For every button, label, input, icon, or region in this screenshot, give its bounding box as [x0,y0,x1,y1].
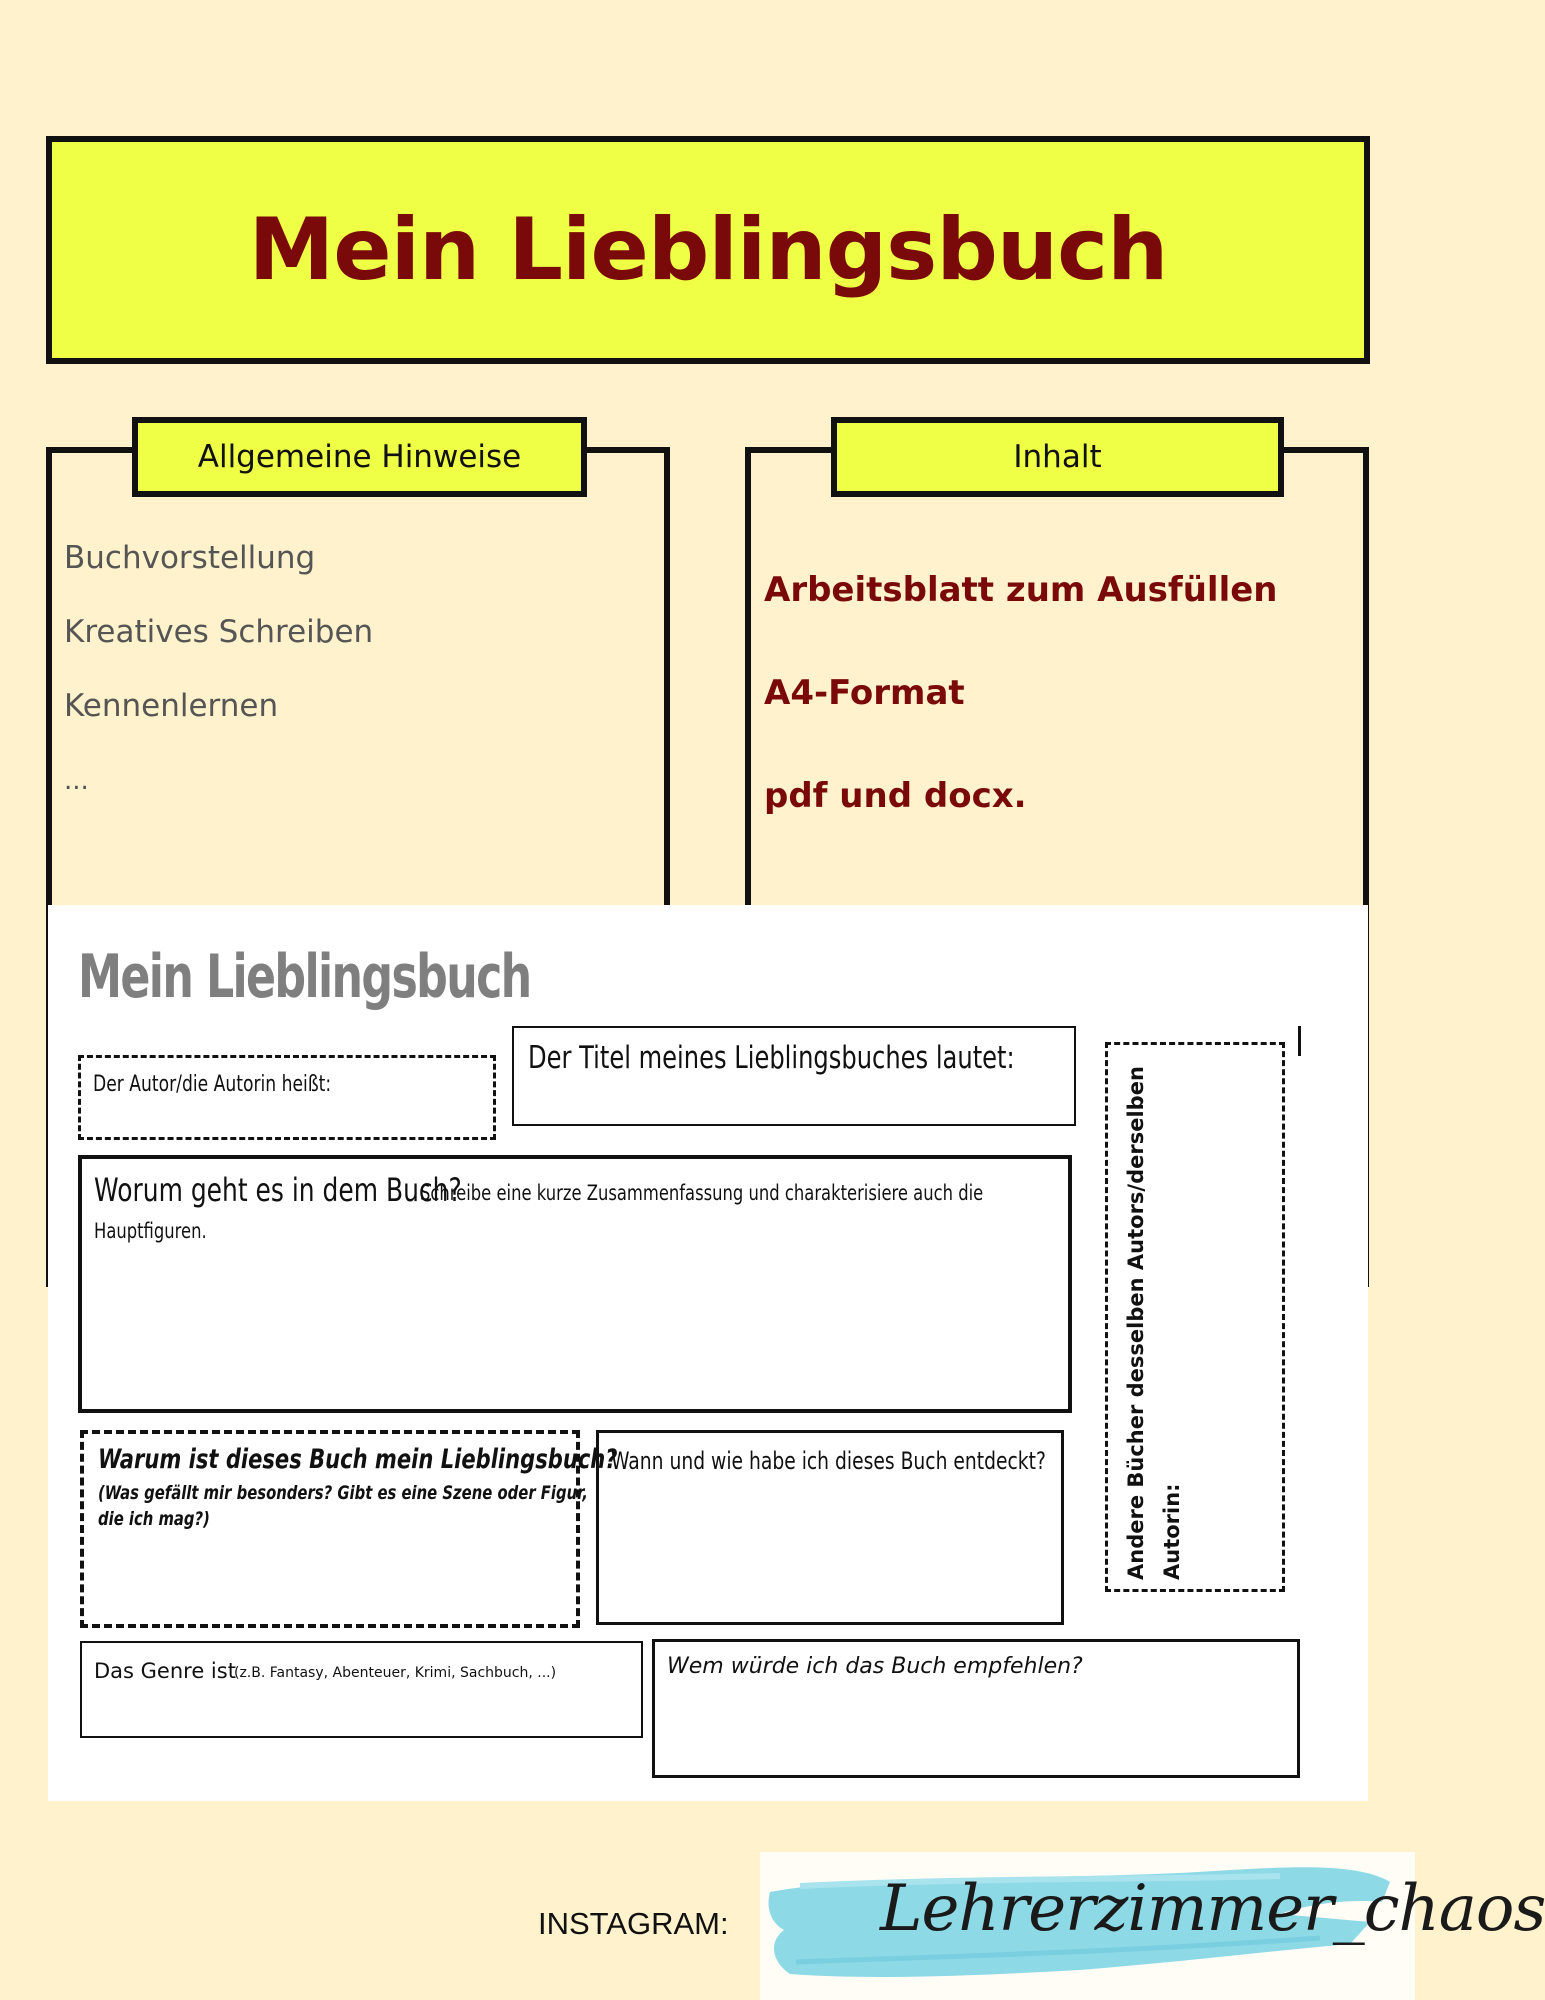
content-item: Arbeitsblatt zum Ausfüllen [764,570,1278,610]
discovery-label: Wann und wie habe ich dieses Buch entdeckt? [611,1447,1046,1475]
summary-heading: Worum geht es in dem Buch? [94,1171,462,1209]
note-item: Buchvorstellung [64,540,316,576]
author-label: Der Autor/die Autorin heißt: [93,1072,332,1097]
page-title: Mein Lieblingsbuch [248,200,1168,300]
note-item: Kreatives Schreiben [64,614,374,650]
recommendation-box [652,1639,1300,1778]
discovery-box [596,1430,1064,1625]
genre-label: Das Genre ist [94,1659,236,1683]
favorite-hint: (Was gefällt mir besonders? Gibt es eine Szene oder Figur, [98,1482,588,1504]
content-item: pdf und docx. [764,776,1027,816]
note-item: Kennenlernen [64,688,279,724]
other-books-line: Autorin: [1160,1483,1184,1580]
genre-hint: (z.B. Fantasy, Abenteuer, Krimi, Sachbuch, ...) [234,1665,557,1681]
instagram-handle[interactable]: Lehrerzimmer_chaos [880,1872,1545,1946]
general-notes-tab-label: Allgemeine Hinweise [197,439,522,475]
content-item: A4-Format [764,673,965,713]
book-title-box [512,1026,1076,1126]
worksheet-title: Mein Lieblingsbuch [78,942,531,1012]
summary-hint-continued: Hauptfiguren. [94,1219,207,1243]
instagram-label: INSTAGRAM: [538,1906,729,1941]
general-notes-tab [132,417,587,497]
favorite-reason-box [80,1430,618,1628]
other-books-label [1118,1060,1198,1580]
divider-line [1298,1026,1301,1056]
contents-tab [831,417,1284,497]
book-title-label: Der Titel meines Lieblingsbuches lautet: [528,1040,1015,1076]
author-box [78,1055,496,1140]
other-books-line: Andere Bücher desselben Autors/derselben [1124,1066,1148,1580]
favorite-heading: Warum ist dieses Buch mein Lieblingsbuch? [98,1444,618,1475]
note-item: ... [64,766,89,796]
summary-box [78,1155,1072,1413]
title-banner [46,136,1370,364]
genre-box [80,1641,643,1738]
favorite-hint-continued: die ich mag?) [98,1508,210,1530]
summary-hint: Schreibe eine kurze Zusammenfassung und charakterisiere auch die [420,1181,984,1205]
recommendation-label: Wem würde ich das Buch empfehlen? [667,1654,1083,1679]
contents-tab-label: Inhalt [1013,439,1102,475]
